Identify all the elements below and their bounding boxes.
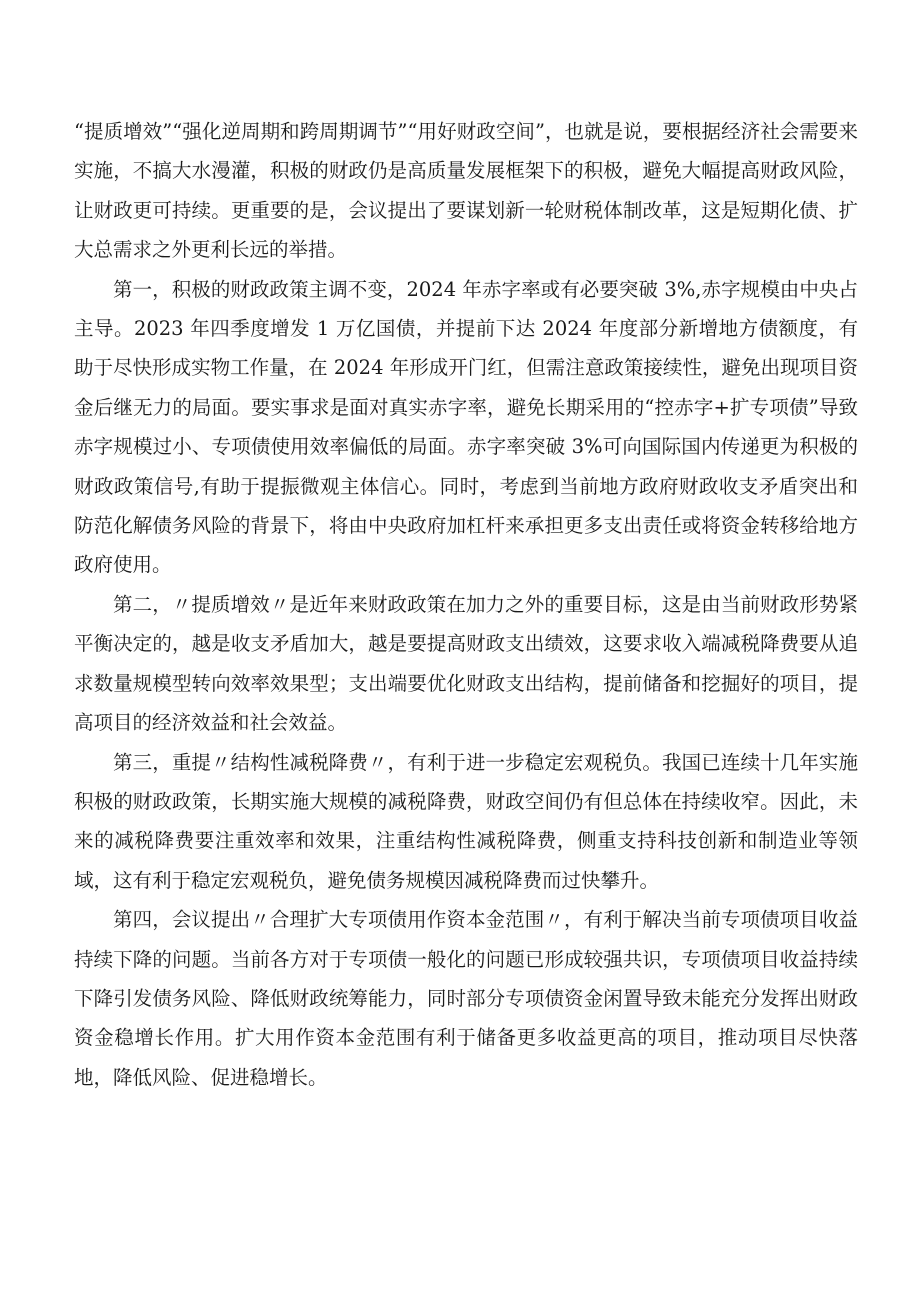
paragraph-point-four: 第四，会议提出〃合理扩大专项债用作资本金范围〃，有利于解决当前专项债项目收益持续下降的问题。当前各方对于专项债一般化的问题已形成较强共识，专项债项目收益持续下降引发债务风险、降低财政统筹能力，同时部分专项债资金闲置导致未能充分发挥出财政资金稳增长作用。扩大用作资本金范围有利于储备更多收益更高的项目，推动项目尽快落地，降低风险、促进稳增长。	[74, 908, 858, 1089]
paragraph-point-two: 第二，〃提质增效〃是近年来财政政策在加力之外的重要目标，这是由当前财政形势紧平衡决定的，越是收支矛盾加大，越是要提高财政支出绩效，这要求收入端减税降费要从追求数量规模型转向效率效果型；支出端要优化财政支出结构，提前储备和挖掘好的项目，提高项目的经济效益和社会效益。	[74, 592, 858, 735]
paragraph-point-one: 第一，积极的财政政策主调不变，2024 年赤字率或有必要突破 3%,赤字规模由中央占主导。2023 年四季度增发 1 万亿国债，并提前下达 2024 年度部分新增地方债额度，有助于尽快形成实物工作量，在 2024 年形成开门红，但需注意政策接续性，避免出现项目资金后继无力的局面。要实事求是面对真实赤字率，避免长期采用的“控赤字+扩专项债”导致赤字规模过小、专项债使用效率偏低的局面。赤字率突破 3%可向国际国内传递更为积极的财政政策信号,有助于提振微观主体信心。同时，考虑到当前地方政府财政收支矛盾突出和防范化解债务风险的背景下，将由中央政府加杠杆来承担更多支出责任或将资金转移给地方政府使用。	[74, 277, 858, 577]
paragraph-point-three: 第三，重提〃结构性减税降费〃，有利于进一步稳定宏观税负。我国已连续十几年实施积极的财政政策，长期实施大规模的减税降费，财政空间仍有但总体在持续收窄。因此，未来的减税降费要注重效率和效果，注重结构性减税降费，侧重支持科技创新和制造业等领域，这有利于稳定宏观税负，避免债务规模因减税降费而过快攀升。	[74, 750, 858, 892]
document-body	[74, 112, 858, 1097]
paragraph-intro: “提质增效”“强化逆周期和跨周期调节”“用好财政空间”，也就是说，要根据经济社会需要来实施，不搞大水漫灌，积极的财政仍是高质量发展框架下的积极，避免大幅提高财政风险，让财政更可持续。更重要的是，会议提出了要谋划新一轮财税体制改革，这是短期化债、扩大总需求之外更利长远的举措。	[74, 120, 858, 262]
